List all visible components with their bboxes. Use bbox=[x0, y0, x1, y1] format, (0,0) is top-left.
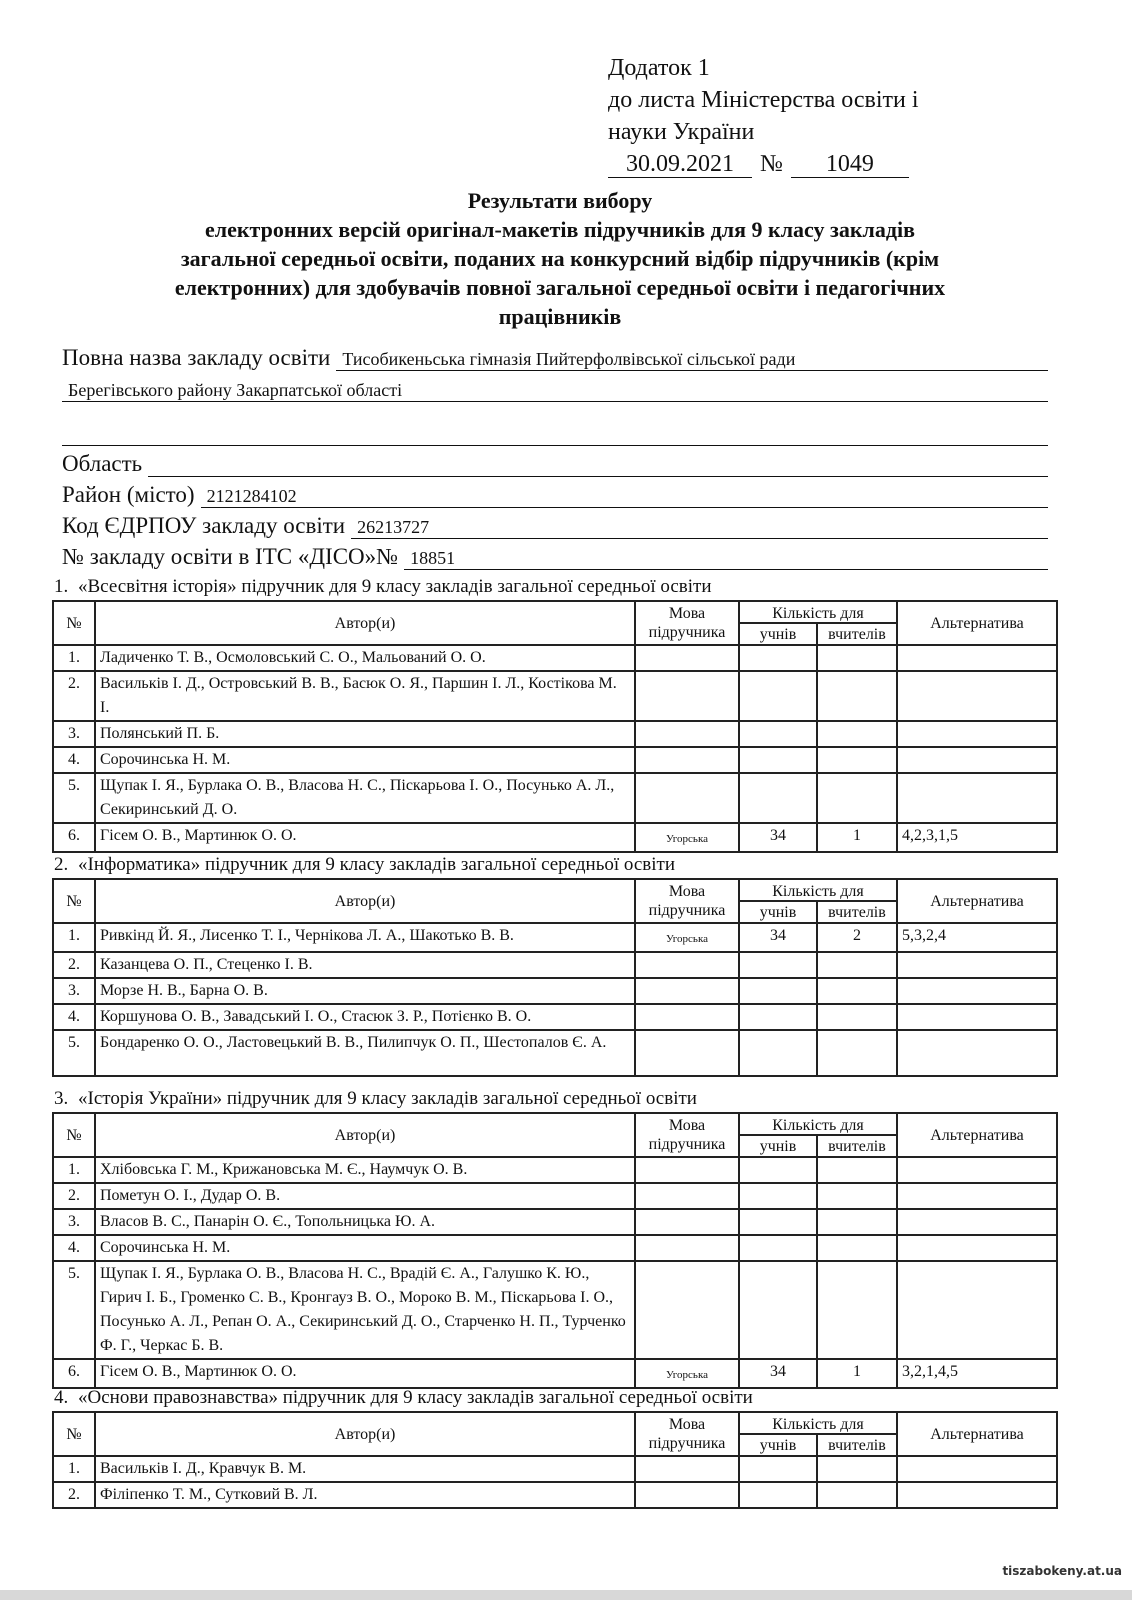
col-language: Мова підручника bbox=[635, 1412, 739, 1456]
col-alternative: Альтернатива bbox=[897, 601, 1057, 645]
field-label: Код ЄДРПОУ закладу освіти bbox=[62, 513, 346, 538]
col-teachers: вчителів bbox=[817, 1135, 897, 1157]
col-teachers: вчителів bbox=[817, 623, 897, 645]
col-students: учнів bbox=[739, 1135, 817, 1157]
table-row bbox=[53, 721, 1057, 747]
row-teachers[interactable]: 1 bbox=[817, 1359, 897, 1388]
col-no: № bbox=[53, 1113, 95, 1157]
row-alternative[interactable] bbox=[897, 1456, 1057, 1482]
row-students[interactable] bbox=[739, 645, 817, 671]
field-label: Область bbox=[62, 451, 143, 476]
row-alternative[interactable] bbox=[897, 773, 1057, 823]
row-authors: Казанцева О. П., Стеценко І. В. bbox=[95, 952, 635, 978]
row-teachers[interactable] bbox=[817, 1482, 897, 1508]
col-quantity: Кількість для bbox=[739, 1113, 897, 1135]
appendix-line2: до листа Міністерства освіти і bbox=[608, 87, 919, 113]
col-alternative: Альтернатива bbox=[897, 1113, 1057, 1157]
row-alternative[interactable] bbox=[897, 952, 1057, 978]
row-students[interactable] bbox=[739, 721, 817, 747]
section-title bbox=[52, 576, 1058, 600]
row-number: 6. bbox=[53, 1359, 95, 1388]
row-teachers[interactable] bbox=[817, 1209, 897, 1235]
section-title bbox=[52, 1387, 1058, 1411]
row-language[interactable] bbox=[635, 1261, 739, 1359]
section-number: 3. bbox=[54, 1088, 69, 1109]
row-number: 4. bbox=[53, 747, 95, 773]
row-alternative[interactable]: 5,3,2,4 bbox=[897, 923, 1057, 952]
col-authors: Автор(и) bbox=[95, 879, 635, 923]
row-authors: Полянський П. Б. bbox=[95, 721, 635, 747]
letter-date: 30.09.2021 bbox=[608, 151, 752, 178]
edrpou-field bbox=[62, 508, 1048, 539]
section-title bbox=[52, 1088, 1058, 1112]
row-language[interactable] bbox=[635, 1209, 739, 1235]
row-teachers[interactable] bbox=[817, 773, 897, 823]
section-number: 1. bbox=[54, 576, 69, 597]
document-title bbox=[60, 186, 1060, 331]
row-authors: Гісем О. В., Мартинюк О. О. bbox=[95, 1359, 635, 1388]
row-language[interactable] bbox=[635, 645, 739, 671]
row-authors: Філіпенко Т. М., Сутковий В. Л. bbox=[95, 1482, 635, 1508]
field-label: № закладу освіти в ІТС «ДІСО»№ bbox=[62, 544, 399, 569]
table-row bbox=[53, 747, 1057, 773]
textbook-section bbox=[52, 1387, 1058, 1509]
title-line: Результати вибору bbox=[467, 188, 653, 213]
row-teachers[interactable] bbox=[817, 1030, 897, 1076]
col-language: Мова підручника bbox=[635, 601, 739, 645]
title-line: електронних версій оригінал-макетів підручників для 9 класу закладів bbox=[204, 217, 916, 242]
district-field bbox=[62, 477, 1048, 508]
col-teachers: вчителів bbox=[817, 1434, 897, 1456]
col-quantity: Кількість для bbox=[739, 1412, 897, 1434]
row-authors: Коршунова О. В., Завадський І. О., Стасюк З. Р., Потієнко В. О. bbox=[95, 1004, 635, 1030]
row-number: 1. bbox=[53, 923, 95, 952]
row-authors: Сорочинська Н. М. bbox=[95, 1235, 635, 1261]
institution-name-continued bbox=[62, 371, 1048, 402]
row-number: 3. bbox=[53, 978, 95, 1004]
field-value bbox=[62, 445, 1048, 446]
col-no: № bbox=[53, 601, 95, 645]
row-students[interactable] bbox=[739, 952, 817, 978]
table-row bbox=[53, 1030, 1057, 1076]
row-number: 3. bbox=[53, 1209, 95, 1235]
appendix-line1: Додаток 1 bbox=[608, 55, 710, 81]
row-teachers[interactable] bbox=[817, 1235, 897, 1261]
row-teachers[interactable] bbox=[817, 645, 897, 671]
row-authors: Ривкінд Й. Я., Лисенко Т. І., Чернікова Л. А., Шакотько В. В. bbox=[95, 923, 635, 952]
row-authors: Морзе Н. В., Барна О. В. bbox=[95, 978, 635, 1004]
row-authors: Власов В. С., Панарін О. Є., Топольницька Ю. А. bbox=[95, 1209, 635, 1235]
watermark: tiszabokeny.at.ua bbox=[1002, 1564, 1122, 1578]
row-students[interactable] bbox=[739, 1030, 817, 1076]
table-row bbox=[53, 978, 1057, 1004]
field-value: 18851 bbox=[404, 547, 1048, 570]
field-value: Тисобикеньська гімназія Пийтерфолвівської сільської ради bbox=[336, 348, 1048, 371]
field-value: 2121284102 bbox=[201, 485, 1048, 508]
col-students: учнів bbox=[739, 1434, 817, 1456]
row-teachers[interactable] bbox=[817, 1261, 897, 1359]
textbook-section bbox=[52, 854, 1058, 1077]
row-teachers[interactable] bbox=[817, 1157, 897, 1183]
row-number: 2. bbox=[53, 1482, 95, 1508]
row-students[interactable] bbox=[739, 1157, 817, 1183]
col-authors: Автор(и) bbox=[95, 1412, 635, 1456]
table-row bbox=[53, 1209, 1057, 1235]
row-number: 5. bbox=[53, 1030, 95, 1076]
row-alternative[interactable] bbox=[897, 1235, 1057, 1261]
row-language[interactable] bbox=[635, 978, 739, 1004]
row-alternative[interactable] bbox=[897, 671, 1057, 721]
row-alternative[interactable] bbox=[897, 978, 1057, 1004]
table-row bbox=[53, 1157, 1057, 1183]
row-alternative[interactable] bbox=[897, 721, 1057, 747]
table-row bbox=[53, 1235, 1057, 1261]
row-students[interactable]: 34 bbox=[739, 823, 817, 852]
row-students[interactable] bbox=[739, 1004, 817, 1030]
row-number: 4. bbox=[53, 1235, 95, 1261]
row-language[interactable] bbox=[635, 747, 739, 773]
textbook-table bbox=[52, 600, 1058, 853]
number-sign: № bbox=[760, 151, 783, 177]
title-line: загальної середньої освіти, поданих на конкурсний відбір підручників (крім bbox=[180, 246, 940, 271]
row-students[interactable] bbox=[739, 1482, 817, 1508]
row-number: 1. bbox=[53, 1157, 95, 1183]
row-alternative[interactable] bbox=[897, 1482, 1057, 1508]
institution-fields bbox=[62, 340, 1048, 570]
row-students[interactable] bbox=[739, 773, 817, 823]
row-teachers[interactable] bbox=[817, 721, 897, 747]
row-authors: Хлібовська Г. М., Крижановська М. Є., Наумчук О. В. bbox=[95, 1157, 635, 1183]
row-language[interactable] bbox=[635, 1235, 739, 1261]
appendix-line3: науки України bbox=[608, 119, 755, 145]
textbook-table bbox=[52, 1411, 1058, 1509]
row-number: 3. bbox=[53, 721, 95, 747]
table-row bbox=[53, 1261, 1057, 1359]
row-students[interactable] bbox=[739, 747, 817, 773]
table-row bbox=[53, 1183, 1057, 1209]
row-authors: Сорочинська Н. М. bbox=[95, 747, 635, 773]
row-students[interactable]: 34 bbox=[739, 923, 817, 952]
row-students[interactable] bbox=[739, 1456, 817, 1482]
field-value: Берегівського району Закарпатської області bbox=[62, 379, 1048, 402]
row-language[interactable] bbox=[635, 721, 739, 747]
row-alternative[interactable] bbox=[897, 1261, 1057, 1359]
row-language[interactable]: Угорська bbox=[635, 923, 739, 952]
table-row bbox=[53, 823, 1057, 852]
row-language[interactable] bbox=[635, 1030, 739, 1076]
row-language[interactable]: Угорська bbox=[635, 823, 739, 852]
row-alternative[interactable] bbox=[897, 1004, 1057, 1030]
row-teachers[interactable]: 2 bbox=[817, 923, 897, 952]
section-title-text: «Інформатика» підручник для 9 класу закладів загальної середньої освіти bbox=[78, 854, 676, 875]
row-authors: Бондаренко О. О., Ластовецький В. В., Пилипчук О. П., Шестопалов Є. А. bbox=[95, 1030, 635, 1076]
row-authors: Щупак І. Я., Бурлака О. В., Власова Н. С., Піскарьова І. О., Посунько А. Л., Секиринський Д. О. bbox=[95, 773, 635, 823]
row-authors: Гісем О. В., Мартинюк О. О. bbox=[95, 823, 635, 852]
row-number: 1. bbox=[53, 1456, 95, 1482]
textbook-table bbox=[52, 878, 1058, 1077]
row-teachers[interactable] bbox=[817, 1456, 897, 1482]
institution-name-blank-line bbox=[62, 402, 1048, 446]
row-number: 2. bbox=[53, 1183, 95, 1209]
row-language[interactable]: Угорська bbox=[635, 1359, 739, 1388]
col-teachers: вчителів bbox=[817, 901, 897, 923]
col-students: учнів bbox=[739, 623, 817, 645]
title-line: працівників bbox=[498, 304, 622, 329]
section-title-text: «Всесвітня історія» підручник для 9 класу закладів загальної середньої освіти bbox=[78, 576, 712, 597]
table-row bbox=[53, 1482, 1057, 1508]
row-alternative[interactable] bbox=[897, 1183, 1057, 1209]
table-row bbox=[53, 952, 1057, 978]
row-language[interactable] bbox=[635, 773, 739, 823]
row-teachers[interactable] bbox=[817, 978, 897, 1004]
letter-reference bbox=[608, 148, 919, 180]
appendix-header bbox=[608, 52, 919, 180]
itc-diso-field bbox=[62, 539, 1048, 570]
col-authors: Автор(и) bbox=[95, 601, 635, 645]
col-no: № bbox=[53, 879, 95, 923]
row-students[interactable]: 34 bbox=[739, 1359, 817, 1388]
row-alternative[interactable]: 3,2,1,4,5 bbox=[897, 1359, 1057, 1388]
scan-edge bbox=[0, 1590, 1132, 1600]
table-row bbox=[53, 1004, 1057, 1030]
row-authors: Васильків І. Д., Островський В. В., Басюк О. Я., Паршин І. Л., Костікова М. І. bbox=[95, 671, 635, 721]
letter-number: 1049 bbox=[791, 151, 909, 178]
row-language[interactable] bbox=[635, 1157, 739, 1183]
section-title bbox=[52, 854, 1058, 878]
row-language[interactable] bbox=[635, 1456, 739, 1482]
section-title-text: «Історія України» підручник для 9 класу закладів загальної середньої освіти bbox=[78, 1088, 697, 1109]
row-authors: Васильків І. Д., Кравчук В. М. bbox=[95, 1456, 635, 1482]
col-students: учнів bbox=[739, 901, 817, 923]
field-value bbox=[148, 476, 1048, 477]
row-number: 6. bbox=[53, 823, 95, 852]
col-quantity: Кількість для bbox=[739, 879, 897, 901]
row-alternative[interactable]: 4,2,3,1,5 bbox=[897, 823, 1057, 852]
row-teachers[interactable] bbox=[817, 1004, 897, 1030]
row-students[interactable] bbox=[739, 978, 817, 1004]
row-students[interactable] bbox=[739, 1261, 817, 1359]
institution-name-field bbox=[62, 340, 1048, 371]
textbook-section bbox=[52, 1088, 1058, 1389]
textbook-table bbox=[52, 1112, 1058, 1389]
col-alternative: Альтернатива bbox=[897, 1412, 1057, 1456]
row-authors: Щупак І. Я., Бурлака О. В., Власова Н. С., Врадій Є. А., Галушко К. Ю., Гирич І. Б., Громенко С. В., Кронгауз В. О., Мороко В. М., Піскарьова І. О., Посунько А. Л., Репан О. А., Секиринський Д. О., Старченко Н. П., Турченко Ф. Г., Черкас Б. В. bbox=[95, 1261, 635, 1359]
section-number: 4. bbox=[54, 1387, 69, 1408]
col-authors: Автор(и) bbox=[95, 1113, 635, 1157]
row-language[interactable] bbox=[635, 1004, 739, 1030]
table-row bbox=[53, 1456, 1057, 1482]
table-row bbox=[53, 773, 1057, 823]
field-label: Повна назва закладу освіти bbox=[62, 345, 331, 370]
table-row bbox=[53, 1359, 1057, 1388]
row-teachers[interactable] bbox=[817, 952, 897, 978]
row-language[interactable] bbox=[635, 952, 739, 978]
row-authors: Пометун О. І., Дудар О. В. bbox=[95, 1183, 635, 1209]
row-number: 2. bbox=[53, 671, 95, 721]
textbook-section bbox=[52, 576, 1058, 853]
row-students[interactable] bbox=[739, 671, 817, 721]
field-label: Район (місто) bbox=[62, 482, 195, 507]
table-row bbox=[53, 645, 1057, 671]
row-alternative[interactable] bbox=[897, 1157, 1057, 1183]
col-quantity: Кількість для bbox=[739, 601, 897, 623]
row-alternative[interactable] bbox=[897, 1209, 1057, 1235]
row-teachers[interactable]: 1 bbox=[817, 823, 897, 852]
col-language: Мова підручника bbox=[635, 1113, 739, 1157]
col-alternative: Альтернатива bbox=[897, 879, 1057, 923]
row-number: 2. bbox=[53, 952, 95, 978]
title-line: електронних) для здобувачів повної загальної середньої освіти і педагогічних bbox=[174, 275, 946, 300]
row-authors: Ладиченко Т. В., Осмоловський С. О., Мальований О. О. bbox=[95, 645, 635, 671]
row-language[interactable] bbox=[635, 671, 739, 721]
table-row bbox=[53, 923, 1057, 952]
row-number: 1. bbox=[53, 645, 95, 671]
section-number: 2. bbox=[54, 854, 69, 875]
row-language[interactable] bbox=[635, 1183, 739, 1209]
row-teachers[interactable] bbox=[817, 747, 897, 773]
row-alternative[interactable] bbox=[897, 747, 1057, 773]
row-students[interactable] bbox=[739, 1235, 817, 1261]
row-teachers[interactable] bbox=[817, 671, 897, 721]
row-number: 4. bbox=[53, 1004, 95, 1030]
row-number: 5. bbox=[53, 1261, 95, 1359]
row-students[interactable] bbox=[739, 1183, 817, 1209]
col-no: № bbox=[53, 1412, 95, 1456]
row-students[interactable] bbox=[739, 1209, 817, 1235]
table-row bbox=[53, 671, 1057, 721]
region-field bbox=[62, 446, 1048, 477]
section-title-text: «Основи правознавства» підручник для 9 класу закладів загальної середньої освіти bbox=[78, 1387, 753, 1408]
row-alternative[interactable] bbox=[897, 645, 1057, 671]
row-language[interactable] bbox=[635, 1482, 739, 1508]
field-value: 26213727 bbox=[351, 516, 1048, 539]
col-language: Мова підручника bbox=[635, 879, 739, 923]
row-alternative[interactable] bbox=[897, 1030, 1057, 1076]
row-number: 5. bbox=[53, 773, 95, 823]
row-teachers[interactable] bbox=[817, 1183, 897, 1209]
